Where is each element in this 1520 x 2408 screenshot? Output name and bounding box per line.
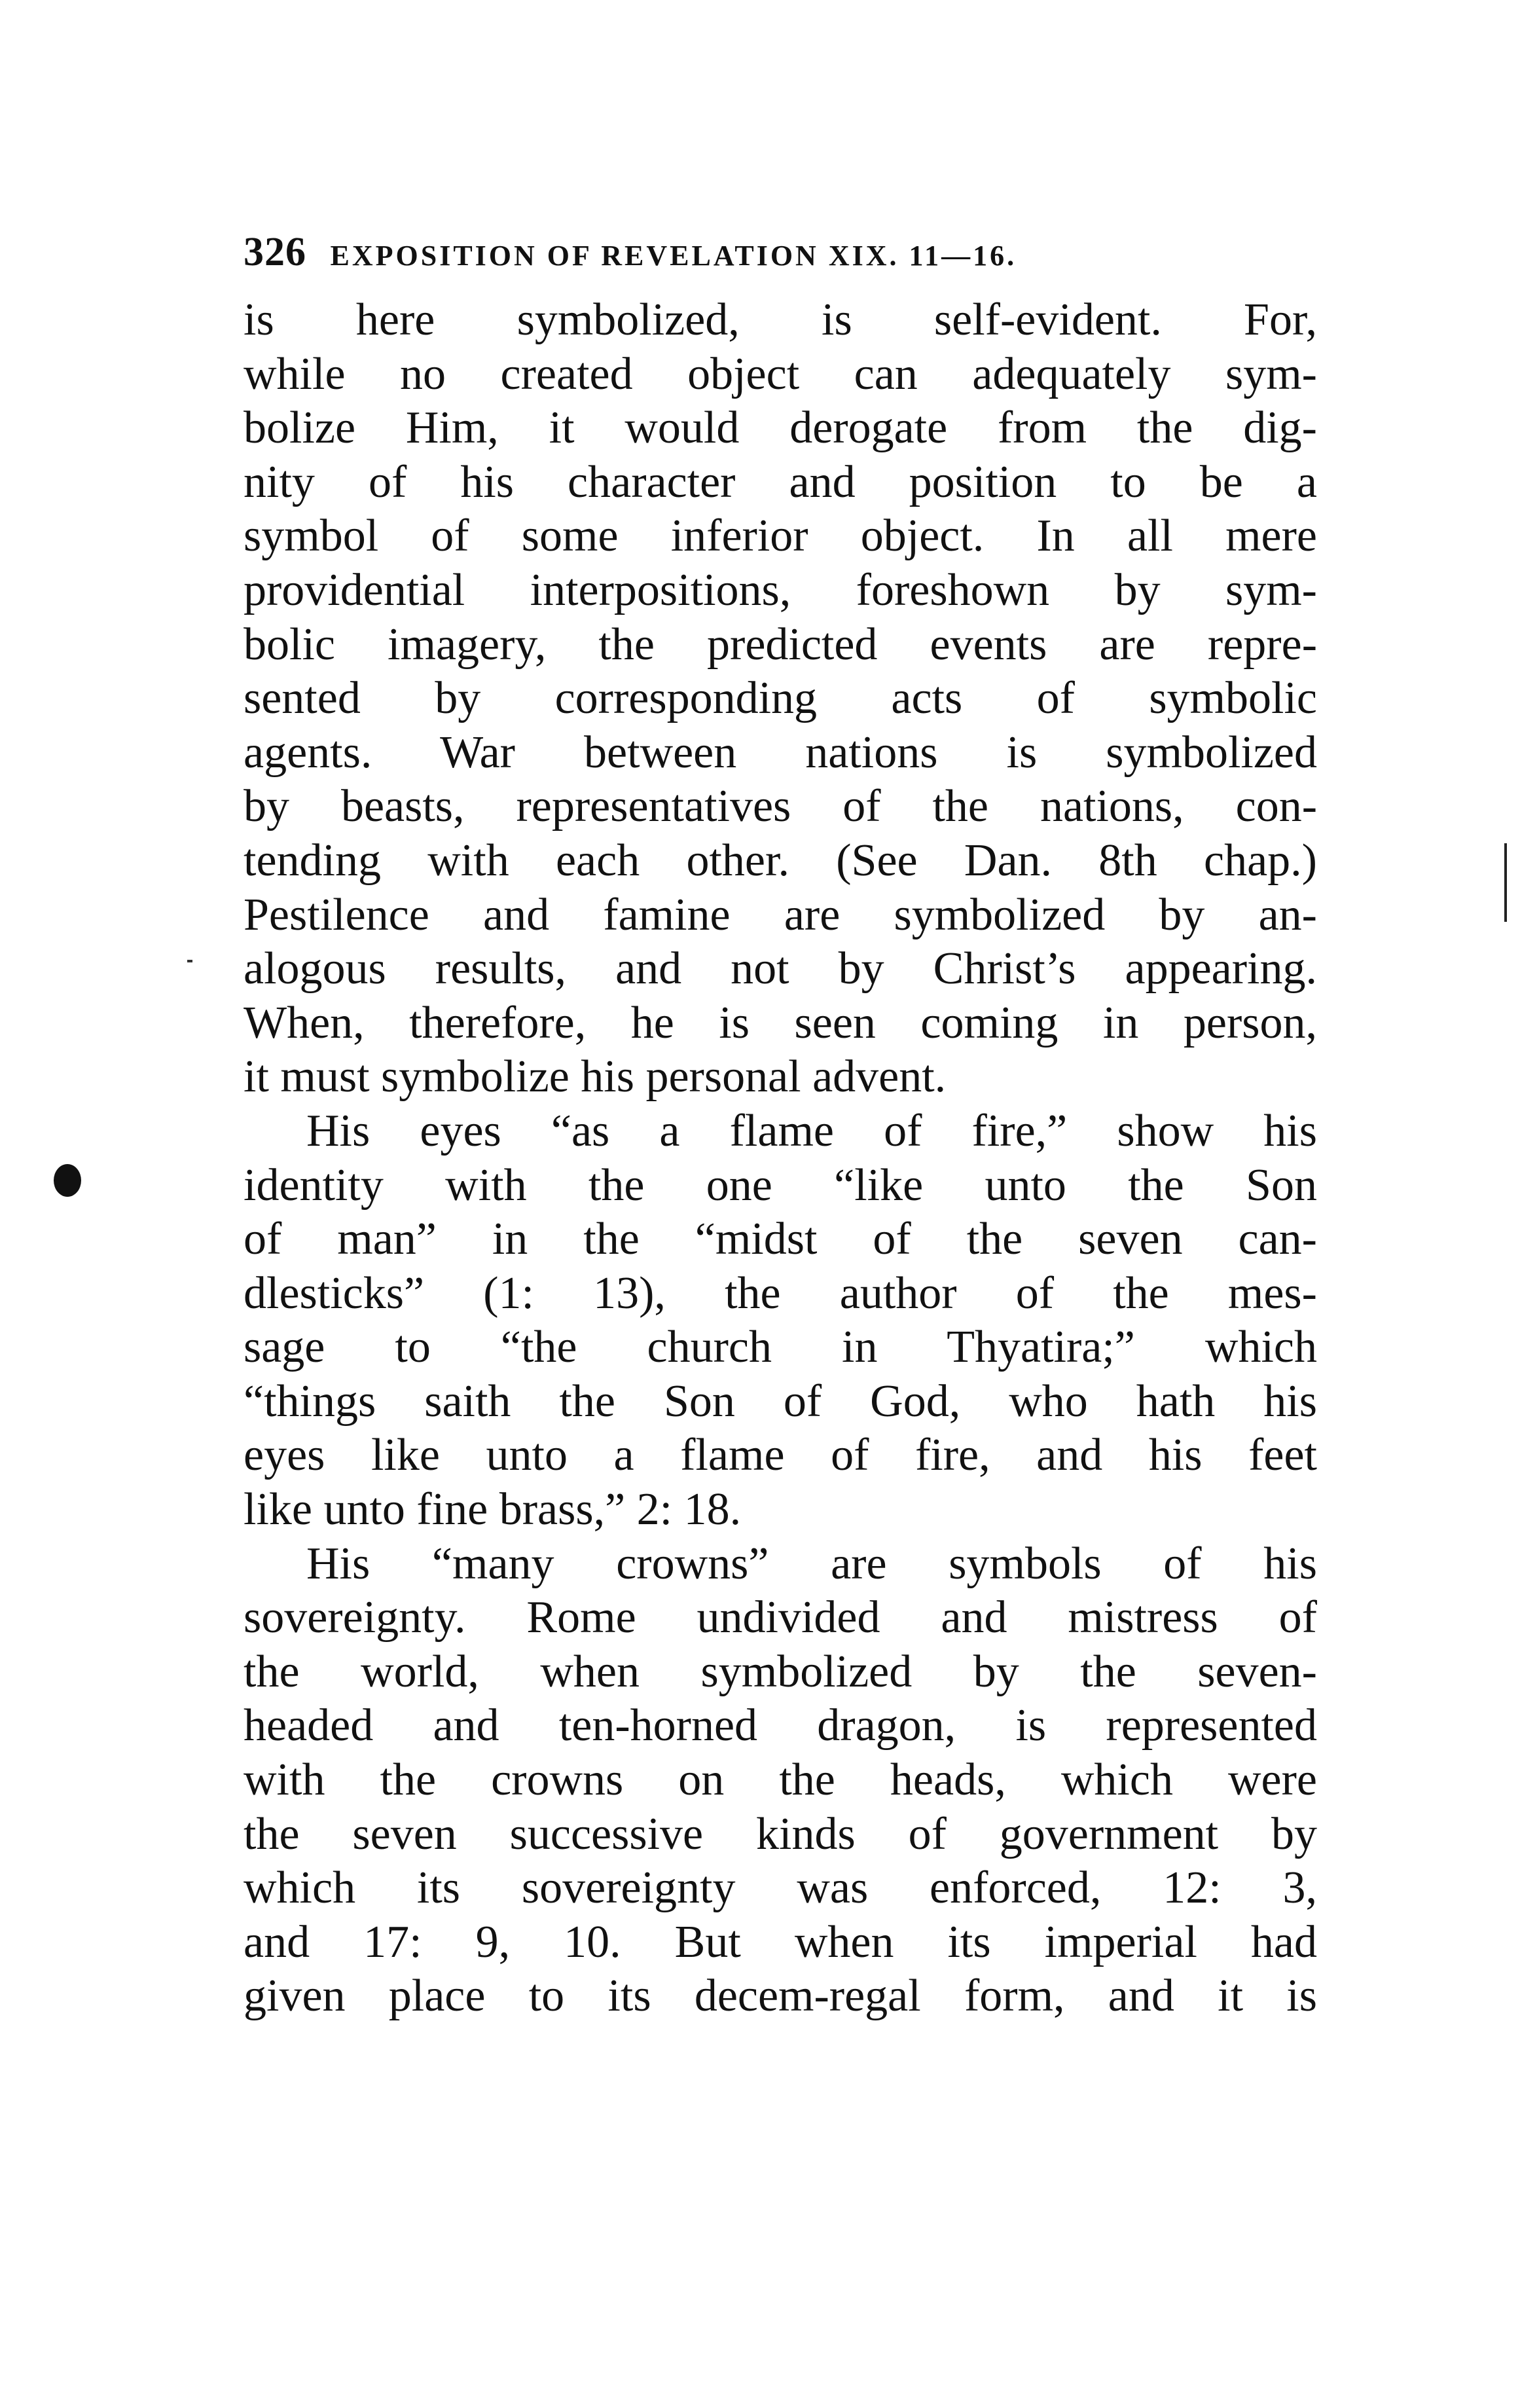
margin-ink-tick (187, 960, 192, 962)
text-line: nity of his character and position to be a (244, 456, 1317, 507)
running-title: EXPOSITION OF REVELATION XIX. 11—16. (330, 240, 1017, 272)
text-line: like unto fine brass,” 2: 18. (244, 1484, 742, 1535)
text-line: the world, when symbolized by the seven- (244, 1646, 1317, 1697)
text-line: given place to its decem-regal form, and it is (244, 1971, 1317, 2022)
text-line: dlesticks” (1: 13), the author of the mes- (244, 1268, 1317, 1319)
text-line: Pestilence and famine are symbolized by an- (244, 889, 1317, 940)
text-line: of man” in the “midst of the seven can- (244, 1214, 1317, 1265)
page-number: 326 (244, 230, 306, 274)
text-line: and 17: 9, 10. But when its imperial had (244, 1916, 1317, 1967)
text-line: His “many crowns” are symbols of his (306, 1538, 1317, 1589)
text-line: the seven successive kinds of government by (244, 1808, 1317, 1859)
text-line: “things saith the Son of God, who hath his (244, 1376, 1317, 1427)
text-line: bolize Him, it would derogate from the dig- (244, 403, 1317, 454)
text-line: agents. War between nations is symbolized (244, 727, 1317, 778)
text-line: while no created object can adequately sym- (244, 348, 1317, 399)
text-line: which its sovereignty was enforced, 12: 3, (244, 1863, 1317, 1914)
text-line: by beasts, representatives of the nations, con- (244, 781, 1317, 832)
text-line: sage to “the church in Thyatira;” which (244, 1322, 1317, 1373)
text-line: sovereignty. Rome undivided and mistress of (244, 1592, 1317, 1643)
text-line: headed and ten-horned dragon, is represented (244, 1700, 1317, 1751)
text-line: providential interpositions, foreshown by sym- (244, 564, 1317, 615)
text-line: tending with each other. (See Dan. 8th chap.) (244, 835, 1317, 886)
margin-edge-mark (1504, 843, 1507, 922)
text-line: it must symbolize his personal advent. (244, 1051, 947, 1103)
text-line: identity with the one “like unto the Son (244, 1159, 1317, 1211)
text-line: symbol of some inferior object. In all mere (244, 511, 1317, 562)
body-text (244, 293, 1317, 2024)
text-line: alogous results, and not by Christ’s appearing. (244, 943, 1317, 994)
text-line: is here symbolized, is self-evident. For, (244, 295, 1317, 345)
text-line: His eyes “as a flame of fire,” show his (306, 1105, 1317, 1156)
text-line: bolic imagery, the predicted events are repre- (244, 619, 1317, 670)
text-line: sented by corresponding acts of symbolic (244, 673, 1317, 724)
page-header (244, 226, 1317, 278)
text-line: eyes like unto a flame of fire, and his feet (244, 1430, 1317, 1481)
margin-ink-dot (54, 1164, 81, 1197)
text-line: with the crowns on the heads, which were (244, 1755, 1317, 1806)
text-line: When, therefore, he is seen coming in person, (244, 997, 1317, 1048)
